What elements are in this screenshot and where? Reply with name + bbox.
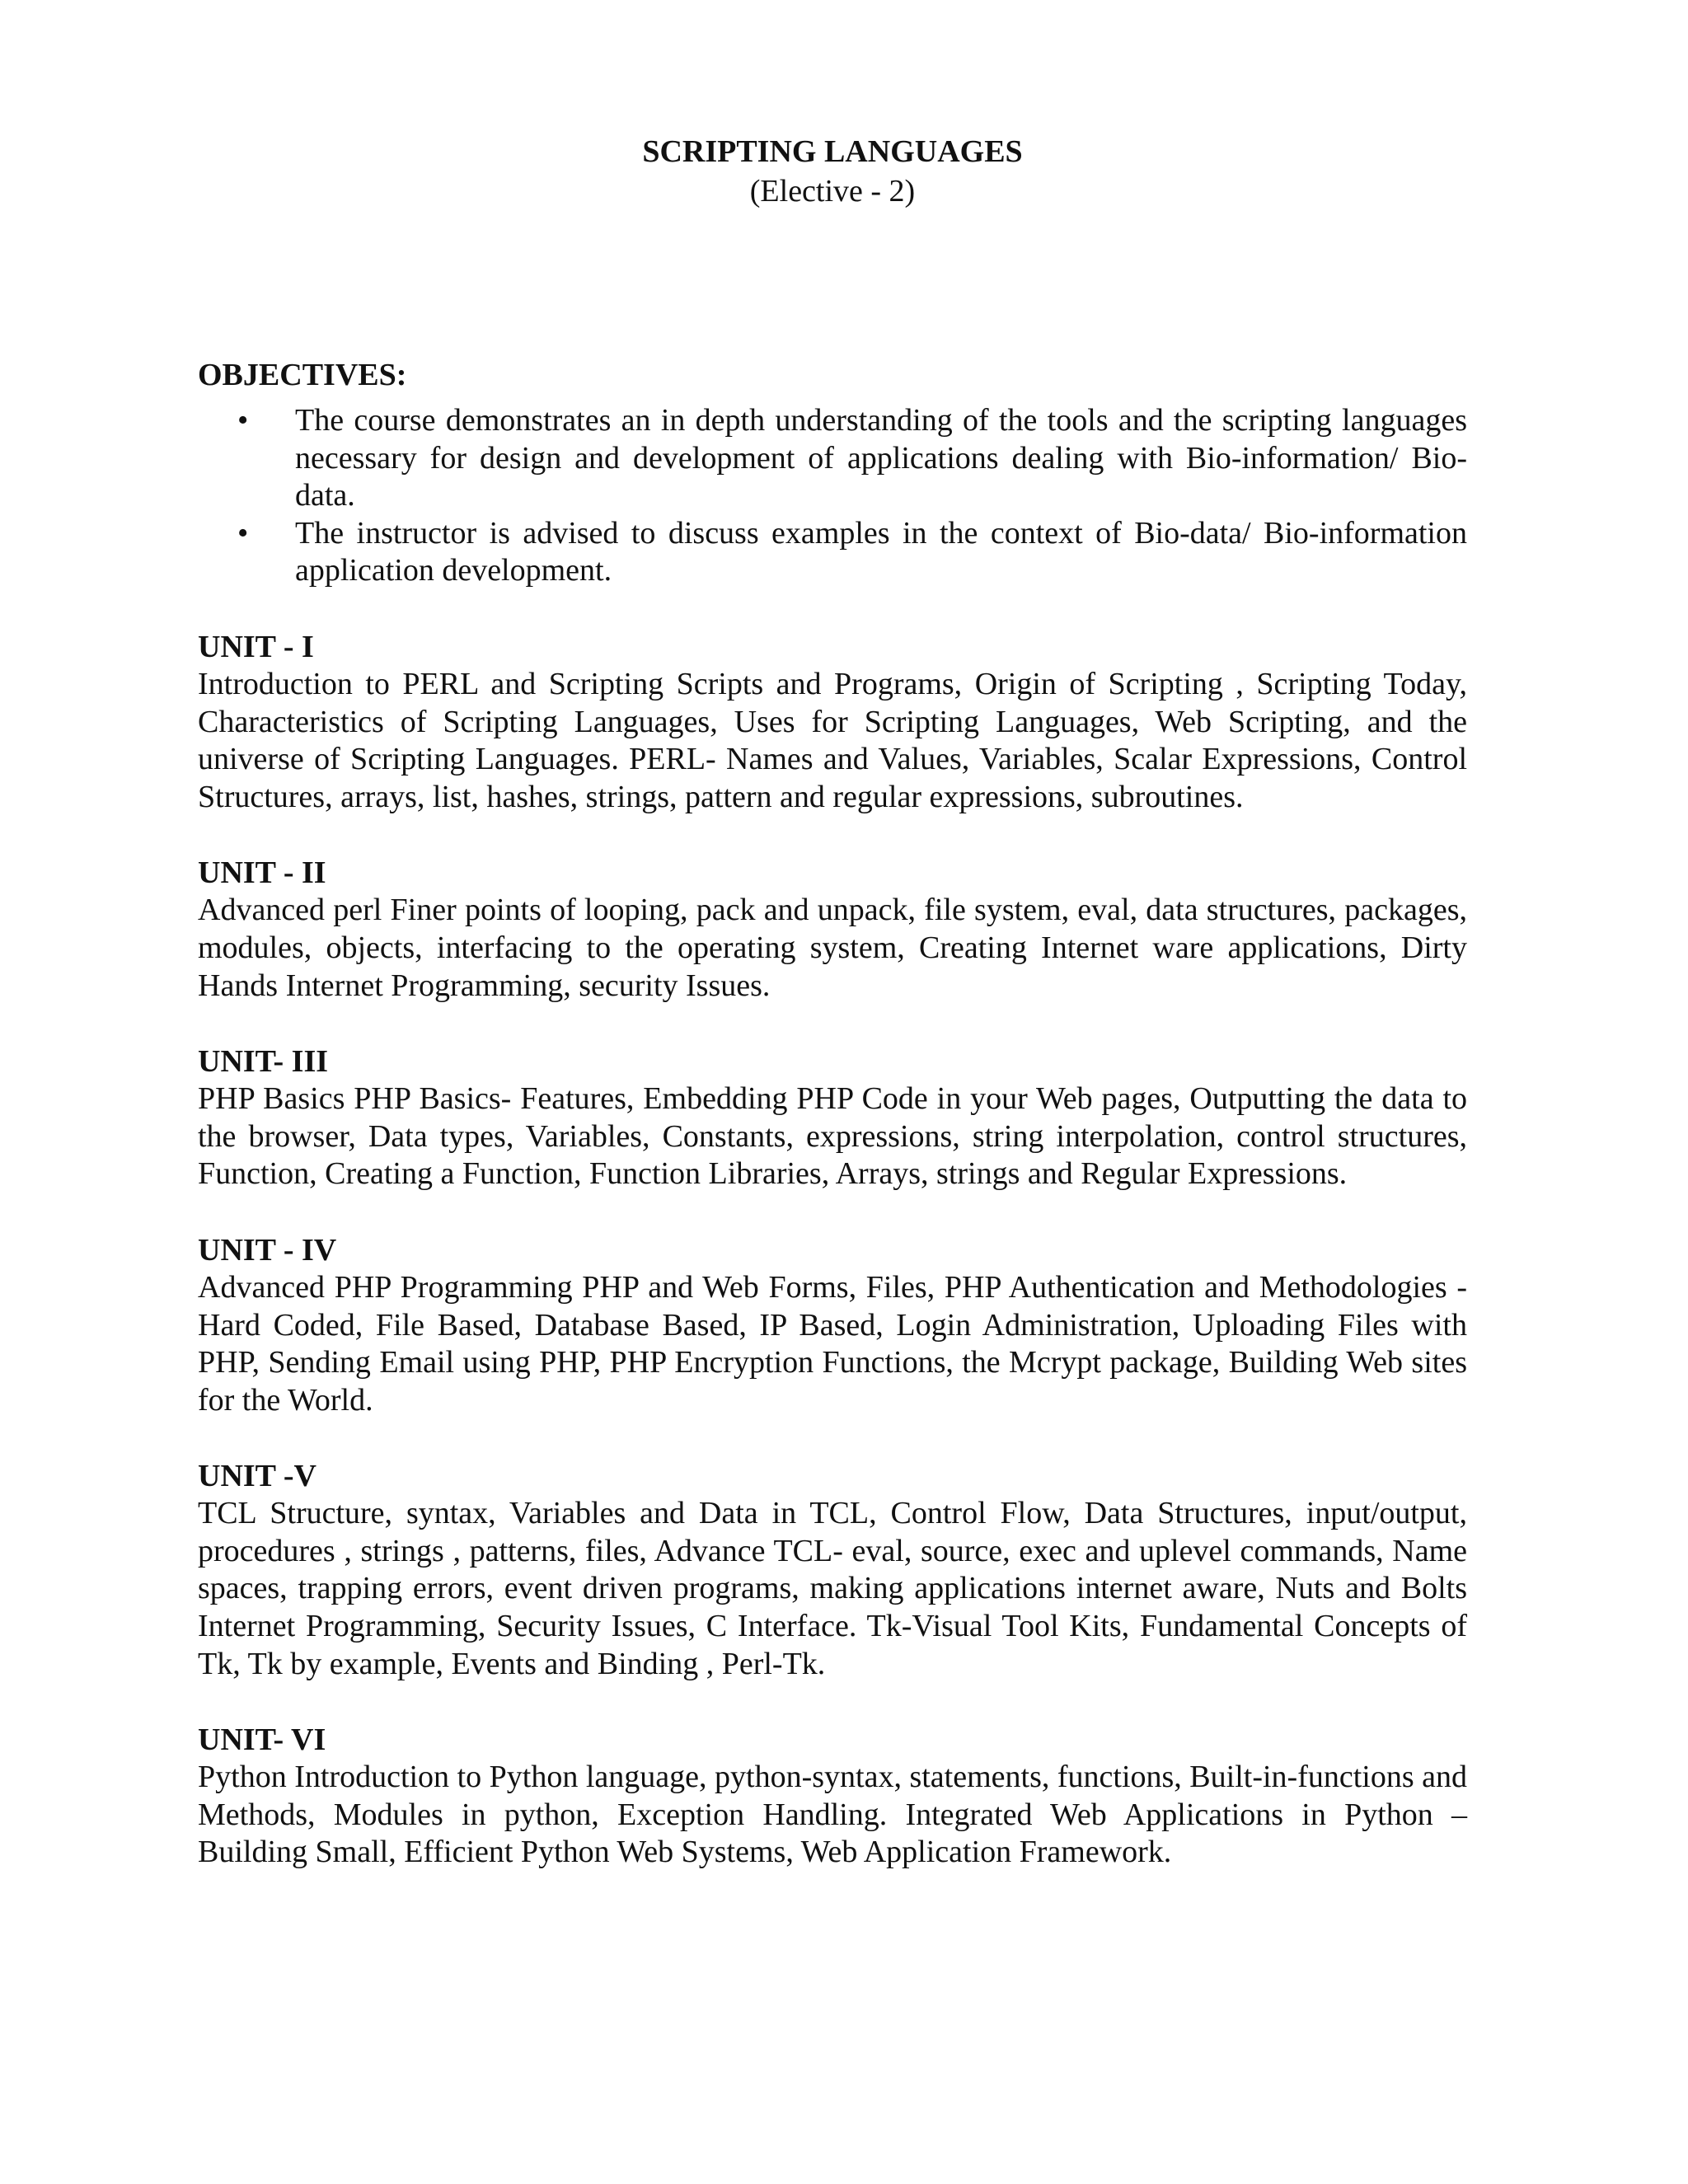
unit-heading: UNIT - I bbox=[198, 629, 314, 664]
unit-body: Advanced PHP Programming PHP and Web Forms, Files, PHP Authentication and Methodologies -Hard Coded, File Based, Database Based, IP Based, Login Administration, Uploading Files with PHP, Sending Email using PHP, PHP Encryption Functions, the Mcrypt package, Building Web sites for the World. bbox=[198, 1269, 1467, 1418]
unit-section-1 bbox=[198, 628, 1467, 816]
unit-section-5 bbox=[198, 1457, 1467, 1683]
document-title: SCRIPTING LANGUAGES bbox=[642, 134, 1023, 169]
unit-heading: UNIT - II bbox=[198, 855, 326, 891]
objective-text: The instructor is advised to discuss examples in the context of Bio-data/ Bio-information application development. bbox=[295, 515, 1467, 588]
unit-heading: UNIT- III bbox=[198, 1044, 329, 1080]
unit-section-6 bbox=[198, 1721, 1467, 1872]
objective-text: The course demonstrates an in depth understanding of the tools and the scripting languages necessary for design and development of applications dealing with Bio-information/ Bio-data. bbox=[295, 403, 1467, 513]
unit-body: Python Introduction to Python language, python-syntax, statements, functions, Built-in-functions and Methods, Modules in python, Exception Handling. Integrated Web Applications in Python – Building Small, Efficient Python Web Systems, Web Application Framework. bbox=[198, 1760, 1467, 1870]
bullet-icon: • bbox=[237, 515, 249, 551]
unit-section-2 bbox=[198, 854, 1467, 1005]
unit-body: Advanced perl Finer points of looping, pack and unpack, file system, eval, data structures, packages, modules, objects, interfacing to the operating system, Creating Internet ware applications, Dirty Hands Internet Programming, security Issues. bbox=[198, 893, 1467, 1003]
unit-section-4 bbox=[198, 1231, 1467, 1419]
objectives-list bbox=[198, 402, 1467, 590]
unit-body: Introduction to PERL and Scripting Scripts and Programs, Origin of Scripting , Scripting Today, Characteristics of Scripting Languages, Uses for Scripting Languages, Web Scripting, and the universe of Scripting Languages. PERL- Names and Values, Variables, Scalar Expressions, Control Structures, arrays, list, hashes, strings, pattern and regular expressions, subroutines. bbox=[198, 666, 1467, 814]
objectives-heading: OBJECTIVES: bbox=[198, 358, 407, 392]
bullet-icon: • bbox=[237, 403, 249, 438]
document-content bbox=[198, 132, 1467, 1872]
objective-item bbox=[198, 402, 1467, 515]
unit-body: TCL Structure, syntax, Variables and Data in TCL, Control Flow, Data Structures, input/output, procedures , strings , patterns, files, Advance TCL- eval, source, exec and uplevel commands, Name spaces, trapping errors, event driven programs, making applications internet aware, Nuts and Bolts Internet Programming, Security Issues, C Interface. Tk-Visual Tool Kits, Fundamental Concepts of Tk, Tk by example, Events and Binding , Perl-Tk. bbox=[198, 1496, 1467, 1681]
unit-heading: UNIT -V bbox=[198, 1459, 316, 1494]
unit-body: PHP Basics PHP Basics- Features, Embedding PHP Code in your Web pages, Outputting the data to the browser, Data types, Variables, Constants, expressions, string interpolation, control structures, Function, Creating a Function, Function Libraries, Arrays, strings and Regular Expressions. bbox=[198, 1081, 1467, 1192]
unit-heading: UNIT- VI bbox=[198, 1722, 326, 1758]
unit-heading: UNIT - IV bbox=[198, 1232, 337, 1268]
objective-item bbox=[198, 515, 1467, 590]
document-subtitle: (Elective - 2) bbox=[749, 174, 916, 209]
unit-section-3 bbox=[198, 1043, 1467, 1193]
